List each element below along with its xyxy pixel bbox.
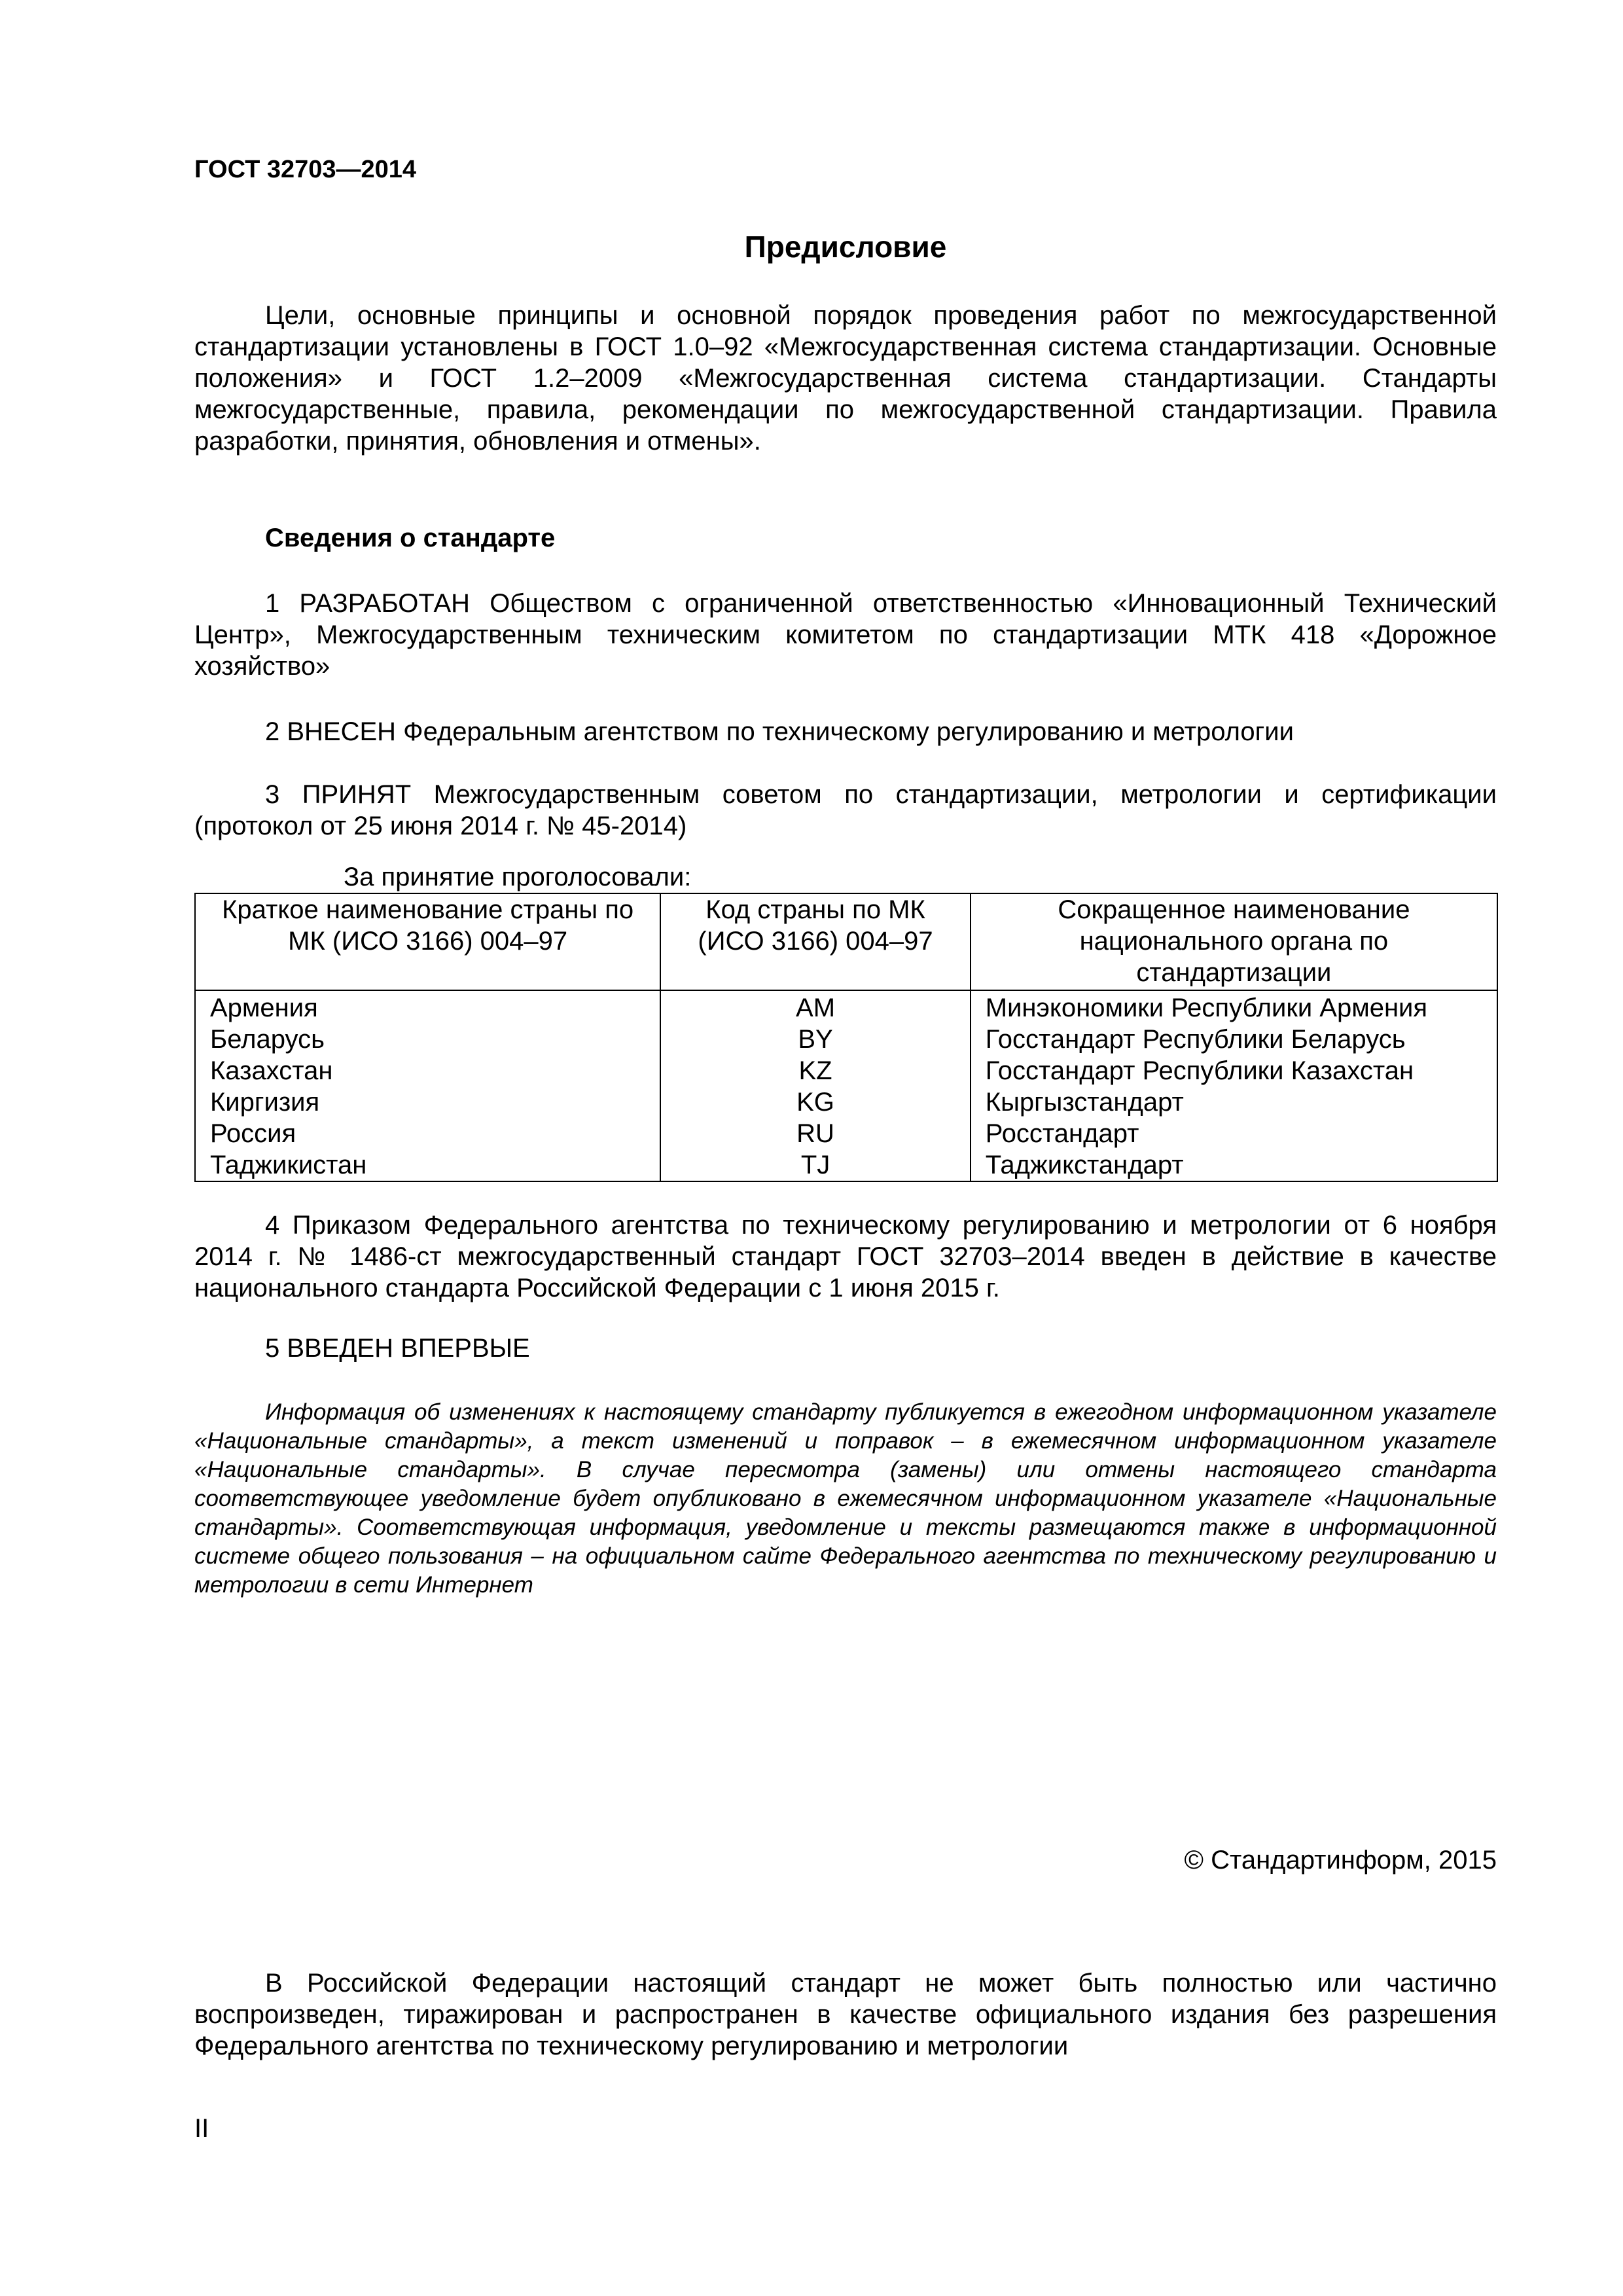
code-cell: RU <box>660 1118 970 1149</box>
intro-paragraph: Цели, основные принципы и основной порядок проведения работ по межгосударственной стандартизации установлены в ГОСТ 1.0–92 «Межгосударственная система стандартизации. Основные положения» и ГОСТ 1.2–2009 «Межгосударственная система стандартизации. Стандарты межгосударственные, правила, рекомендации по межгосударственной стандартизации. Правила разработки, принятия, обновления и отмены». <box>194 301 1497 456</box>
item-3-paragraph: 3 ПРИНЯТ Межгосударственным советом по стандартизации, метрологии и сертификации (протокол от 25 июня 2014 г. № 45-2014) <box>194 780 1497 840</box>
table-row <box>195 1024 1497 1055</box>
item-4-paragraph: 4 Приказом Федерального агентства по техническому регулированию и метрологии от 6 ноября 2014 г. № 1486-ст межгосударственный стандарт ГОСТ 32703–2014 введен в действие в качестве национального стандарта Российской Федерации с 1 июня 2015 г. <box>194 1211 1497 1302</box>
page-title: Предисловие <box>744 230 947 264</box>
country-cell: Киргизия <box>195 1086 660 1118</box>
code-cell: TJ <box>660 1149 970 1181</box>
copyright-line: © Стандартинформ, 2015 <box>1184 1846 1497 1874</box>
country-cell: Казахстан <box>195 1055 660 1086</box>
table-row <box>195 1149 1497 1181</box>
code-cell: KG <box>660 1086 970 1118</box>
votes-caption: За принятие проголосовали: <box>344 863 692 891</box>
votes-table <box>194 893 1498 1182</box>
table-header-row <box>195 893 1497 990</box>
standard-id-header: ГОСТ 32703—2014 <box>194 156 417 183</box>
table-row <box>195 990 1497 1024</box>
section-heading: Сведения о стандарте <box>265 524 556 552</box>
table-row <box>195 1055 1497 1086</box>
reproduction-notice: В Российской Федерации настоящий стандарт не может быть полностью или частично воспроизведен, тиражирован и распространен в качестве официального издания без разрешения Федерального агентства по техническому регулированию и метрологии <box>194 1969 1497 2060</box>
item-1-paragraph: 1 РАЗРАБОТАН Обществом с ограниченной ответственностью «Инновационный Технический Центр», Межгосударственным техническим комитетом по стандартизации МТК 418 «Дорожное хозяйство» <box>194 589 1497 681</box>
authority-cell: Росстандарт <box>971 1118 1497 1149</box>
authority-cell: Таджикстандарт <box>971 1149 1497 1181</box>
authority-cell: Кыргызстандарт <box>971 1086 1497 1118</box>
item-5-paragraph: 5 ВВЕДЕН ВПЕРВЫЕ <box>265 1334 530 1363</box>
table-row <box>195 1086 1497 1118</box>
amendments-notice <box>194 1398 1497 1600</box>
code-cell: KZ <box>660 1055 970 1086</box>
authority-cell: Госстандарт Республики Беларусь <box>971 1024 1497 1055</box>
column-header-authority: Сокращенное наименование национального органа по стандартизации <box>971 893 1497 990</box>
code-cell: BY <box>660 1024 970 1055</box>
page-number: II <box>194 2114 209 2143</box>
country-cell: Таджикистан <box>195 1149 660 1181</box>
country-cell: Беларусь <box>195 1024 660 1055</box>
country-cell: Россия <box>195 1118 660 1149</box>
notice-text: Информация об изменениях к настоящему стандарту публикуется в ежегодном информационном указателе «Национальные стандарты», а текст изменений и поправок – в ежемесячном информационном указателе «Национальные стандарты». В случае пересмотра (замены) или отмены настоящего стандарта соответствующее уведомление будет опубликовано в ежемесячном информационном указателе «Национальные стандарты». Соответствующая информация, уведомление и тексты размещаются также в информационной системе общего пользования – на официальном сайте Федерального агентства по техническому регулированию и метрологии в сети Интернет <box>194 1399 1497 1598</box>
code-cell: AM <box>660 990 970 1024</box>
country-cell: Армения <box>195 990 660 1024</box>
table-row <box>195 1118 1497 1149</box>
column-header-code: Код страны по МК (ИСО 3166) 004–97 <box>660 893 970 990</box>
authority-cell: Госстандарт Республики Казахстан <box>971 1055 1497 1086</box>
column-header-country: Краткое наименование страны по МК (ИСО 3166) 004–97 <box>195 893 660 990</box>
authority-cell: Минэкономики Республики Армения <box>971 990 1497 1024</box>
item-2-paragraph: 2 ВНЕСЕН Федеральным агентством по техническому регулированию и метрологии <box>265 717 1294 746</box>
